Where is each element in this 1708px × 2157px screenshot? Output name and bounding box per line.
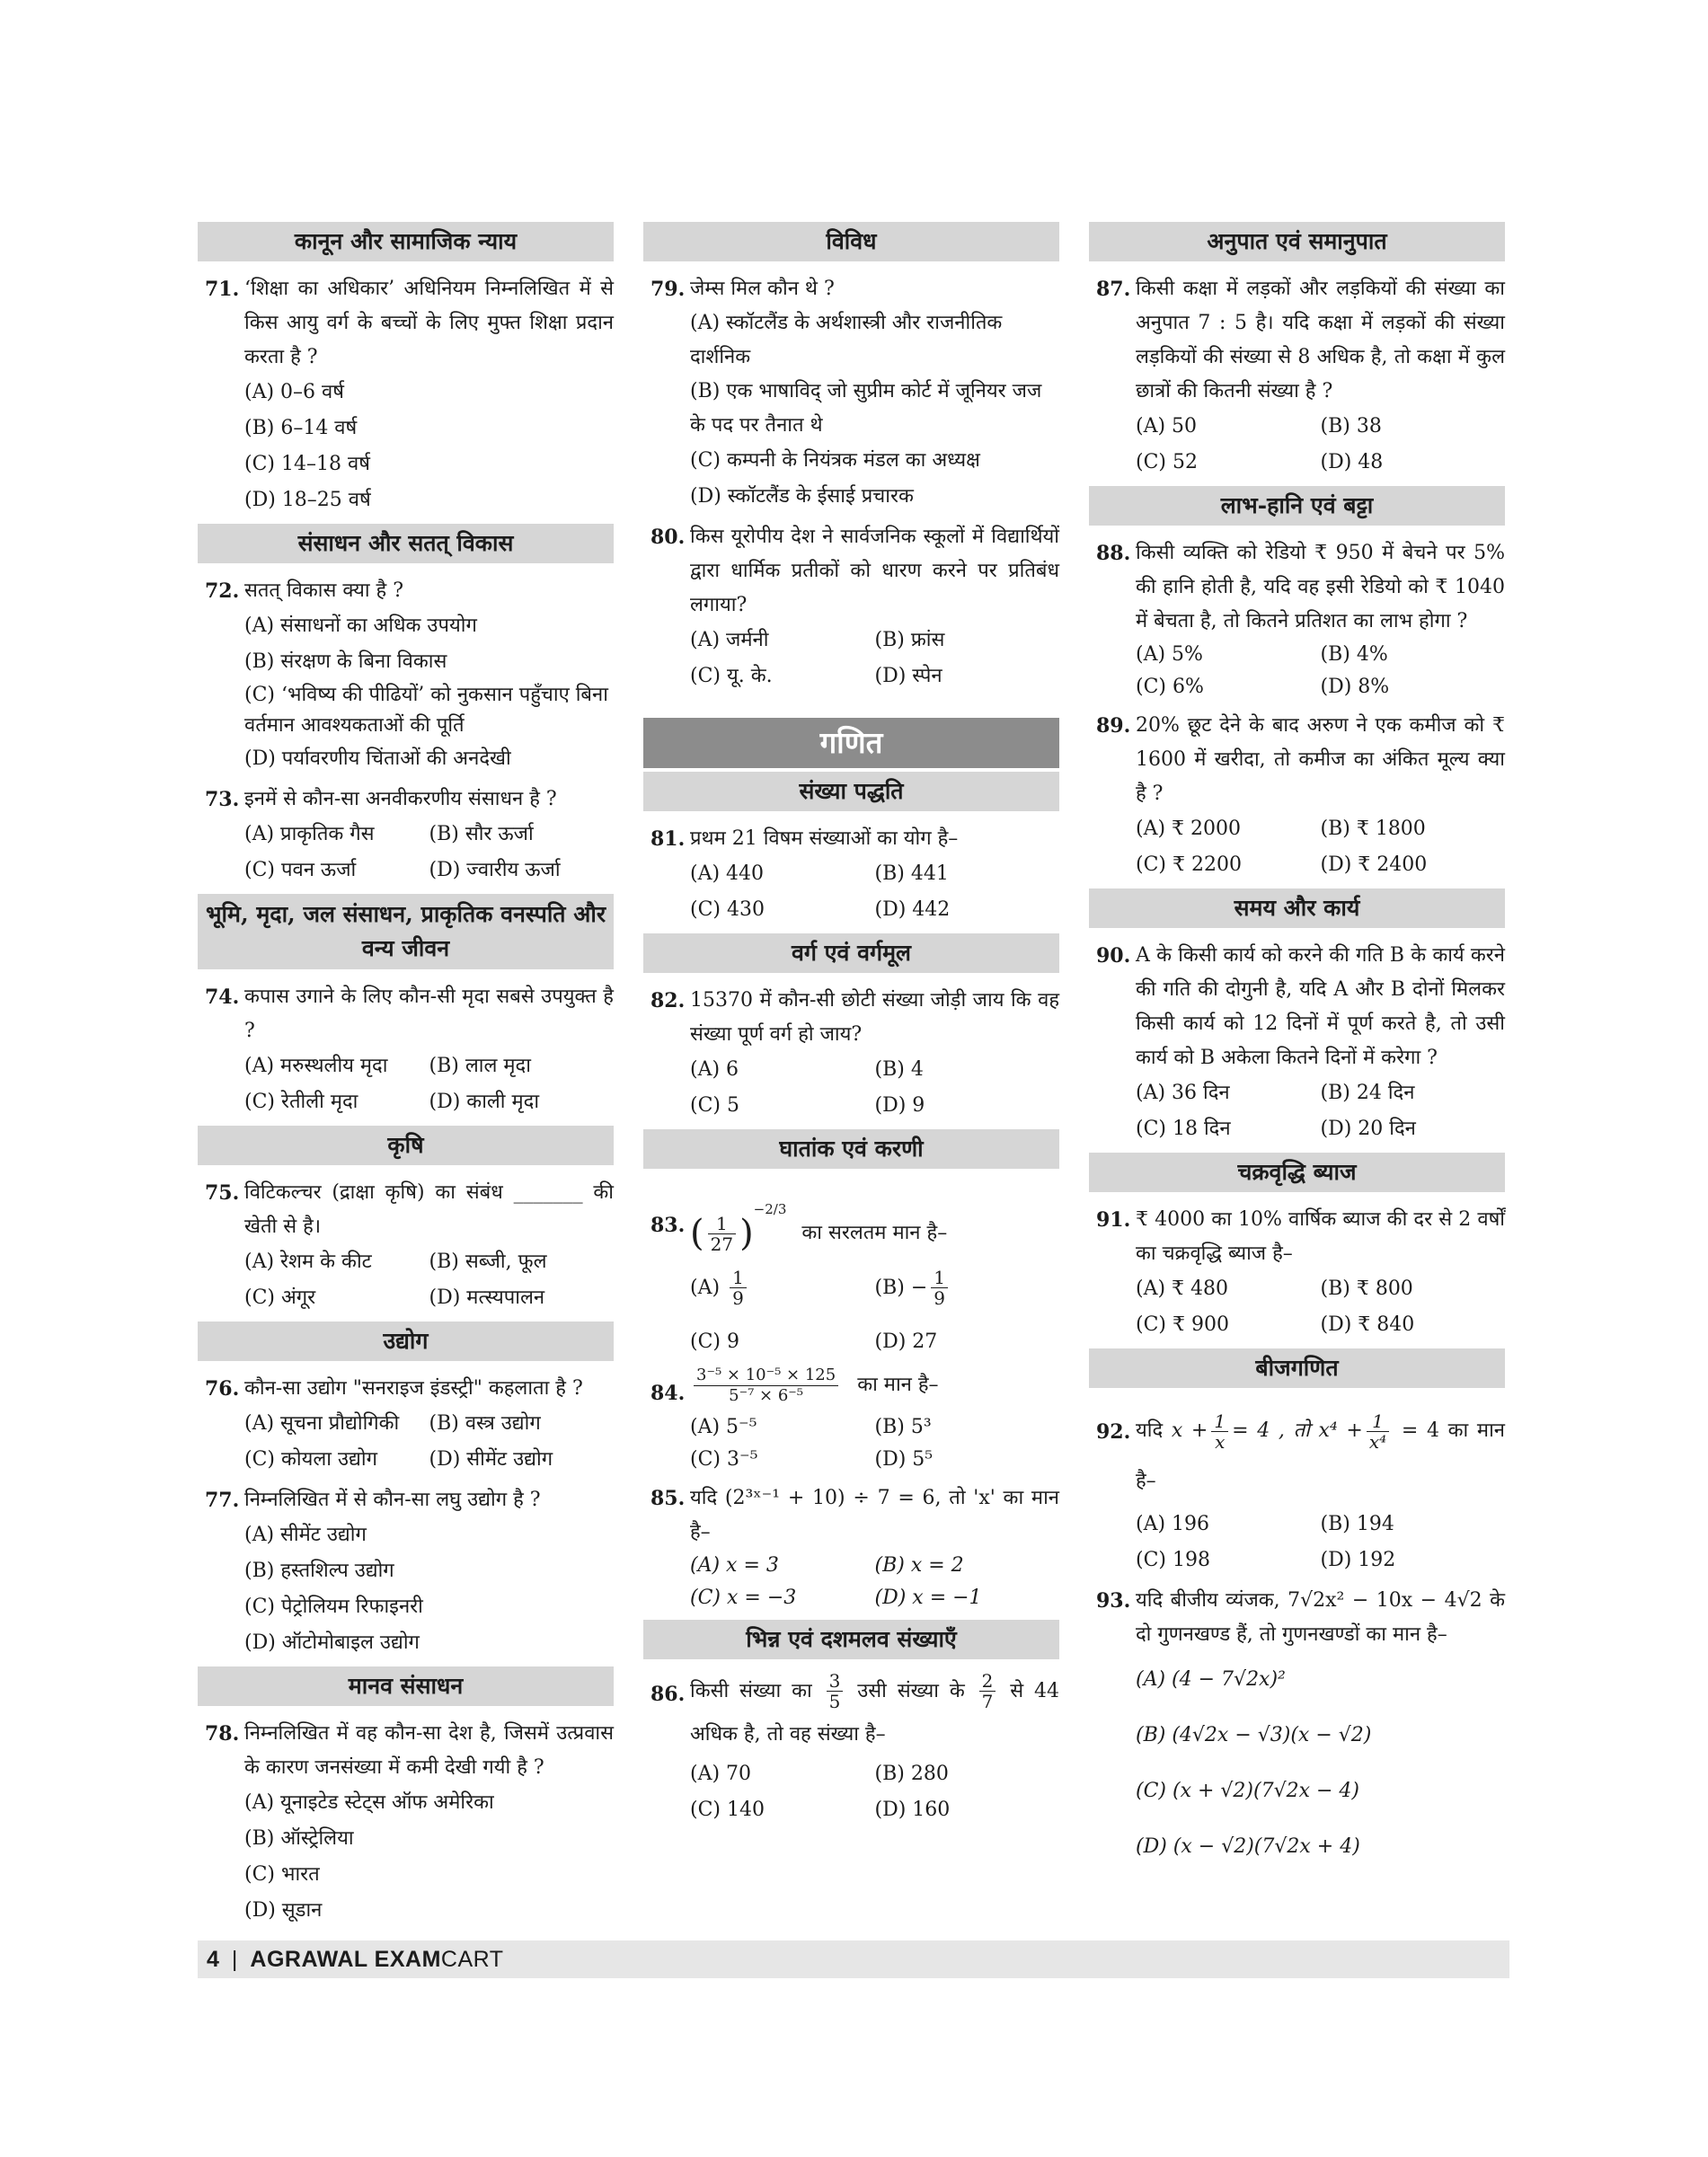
option-a: [690, 1261, 875, 1315]
question-number: 87.: [1096, 278, 1131, 301]
fraction: [1367, 1411, 1389, 1452]
option-d: (D) 442: [874, 898, 951, 921]
denominator: 5⁻⁷ × 6⁻⁵: [729, 1385, 804, 1405]
question-number: 81.: [650, 827, 686, 851]
question-text: जेम्स मिल कौन थे ?: [690, 278, 835, 300]
question-88: [1089, 536, 1505, 703]
question-number: 75.: [205, 1181, 240, 1205]
option-b: (B) (4√2x − √3)(x − √2): [1136, 1724, 1372, 1746]
option-a: (A) सीमेंट उद्योग: [244, 1524, 367, 1546]
section-header: लाभ-हानि एवं बट्टा: [1089, 486, 1505, 526]
option-d: (D) 8%: [1320, 676, 1390, 698]
option-c: (C) (x + √2)(7√2x − 4): [1136, 1780, 1360, 1802]
option-b: (B) सौर ऊर्जा: [429, 823, 534, 845]
option-a: (A) (4 − 7√2x)²: [1136, 1668, 1286, 1691]
question-79: [643, 272, 1059, 515]
question-number: 93.: [1096, 1589, 1131, 1613]
option-d: (D) सीमेंट उद्योग: [429, 1448, 553, 1471]
fraction: [708, 1214, 736, 1254]
option-a: (A) 0–6 वर्ष: [244, 381, 344, 403]
option-d: (D) 5⁵: [874, 1447, 934, 1471]
option-b: (B) 38: [1320, 415, 1382, 438]
question-number: 76.: [205, 1377, 240, 1401]
question-91: [1089, 1203, 1505, 1343]
question-text: ₹ 4000 का 10% वार्षिक ब्याज की दर से 2 वर्षों का चक्रवृद्धि ब्याज है–: [1136, 1208, 1505, 1265]
column-2: [643, 218, 1059, 1834]
option-b: (B) लाल मृदा: [429, 1055, 531, 1077]
question-text: A के किसी कार्य को करने की गति B के कार्य करने की गति की दोगुनी है, यदि A और B दोनों मिलकर किसी कार्य को 12 दिनों में पूर्ण करते है, तो उसी कार्य को B अकेला कितने दिनों में करेगा ?: [1136, 944, 1505, 1069]
numerator: 3⁻⁵ × 10⁻⁵ × 125: [694, 1366, 838, 1386]
option-c: (C) 9: [690, 1330, 739, 1353]
option-a: (A) 50: [1136, 415, 1198, 438]
question-83: [643, 1192, 1059, 1360]
option-a: (A) संसाधनों का अधिक उपयोग: [244, 614, 477, 637]
question-number: 88.: [1096, 542, 1131, 565]
question-text: ‘शिक्षा का अधिकार’ अधिनियम निम्नलिखित में से किस आयु वर्ग के बच्चों के लिए मुफ्त शिक्षा प्रदान करता है ?: [244, 278, 614, 368]
option-b: (B) सब्जी, फूल: [429, 1251, 547, 1273]
question-number: 83.: [650, 1214, 686, 1237]
option-a: (A) मरुस्थलीय मृदा: [244, 1055, 388, 1077]
exponent: −2/3: [753, 1201, 787, 1217]
option-b: (B) x = 2: [874, 1553, 964, 1577]
option-a: (A) ₹ 480: [1136, 1277, 1229, 1300]
question-number: 84.: [650, 1381, 686, 1405]
question-92: [1089, 1406, 1505, 1578]
option-label: (B) −: [874, 1276, 928, 1299]
numerator: 1: [708, 1214, 736, 1234]
option-b: (B) वस्त्र उद्योग: [429, 1412, 541, 1435]
question-number: 71.: [205, 278, 240, 301]
question-expression: [690, 1192, 1059, 1254]
question-number: 72.: [205, 579, 240, 603]
option-a: (A) 440: [690, 862, 765, 885]
option-a: (A) स्कॉटलैंड के अर्थशास्त्री और राजनीतिक दार्शनिक: [690, 312, 1003, 368]
question-number: 80.: [650, 526, 686, 549]
question-87: [1089, 272, 1505, 481]
numerator: 3: [827, 1671, 844, 1692]
section-header: वर्ग एवं वर्गमूल: [643, 933, 1059, 973]
math-expression: x +: [1171, 1419, 1208, 1442]
question-number: 92.: [1096, 1420, 1131, 1444]
section-header: उद्योग: [198, 1322, 614, 1361]
section-header: अनुपात एवं समानुपात: [1089, 222, 1505, 261]
question-text: 15370 में कौन-सी छोटी संख्या जोड़ी जाय कि वह संख्या पूर्ण वर्ग हो जाय?: [690, 989, 1059, 1046]
question-76: [198, 1372, 614, 1478]
numerator: 1: [931, 1268, 948, 1288]
section-header: मानव संसाधन: [198, 1666, 614, 1706]
option-a: (A) ₹ 2000: [1136, 818, 1242, 840]
option-a: (A) 5%: [1136, 643, 1203, 666]
denominator: 27: [710, 1233, 734, 1255]
question-text: का मान है–: [857, 1374, 939, 1396]
option-d: (D) ₹ 840: [1320, 1313, 1415, 1336]
option-b: (B) 441: [874, 862, 949, 885]
option-b: (B) हस्तशिल्प उद्योग: [244, 1560, 394, 1582]
section-header: कृषि: [198, 1126, 614, 1165]
option-d: (D) 192: [1320, 1549, 1396, 1571]
option-b: [875, 1261, 1060, 1315]
question-number: 91.: [1096, 1208, 1131, 1232]
option-d: (D) पर्यावरणीय चिंताओं की अनदेखी: [244, 747, 511, 770]
option-d: (D) 9: [874, 1094, 925, 1117]
brand-name-suffix: CART: [440, 1947, 504, 1972]
section-header: संख्या पद्धति: [643, 772, 1059, 811]
question-74: [198, 980, 614, 1120]
section-header: घातांक एवं करणी: [643, 1129, 1059, 1169]
option-a: (A) 196: [1136, 1513, 1210, 1535]
brand-name: AGRAWAL EXAM: [250, 1947, 441, 1972]
question-90: [1089, 939, 1505, 1147]
section-header: संसाधन और सतत् विकास: [198, 524, 614, 563]
fraction: [931, 1268, 948, 1308]
option-b: (B) 24 दिन: [1320, 1082, 1415, 1104]
question-text: सतत् विकास क्या है ?: [244, 579, 404, 602]
question-number: 82.: [650, 989, 686, 1012]
question-text-part: किसी संख्या का: [690, 1679, 812, 1702]
option-c: (C) 140: [690, 1798, 765, 1821]
question-text: निम्नलिखित में वह कौन-सा देश है, जिसमें उत्प्रवास के कारण जनसंख्या में कमी देखी गयी है ?: [244, 1722, 614, 1779]
option-a: (A) 5⁻⁵: [690, 1415, 757, 1438]
close-paren: ): [739, 1213, 754, 1254]
option-b: (B) फ्रांस: [874, 629, 945, 651]
option-b: (B) एक भाषाविद् जो सुप्रीम कोर्ट में जूनियर जज के पद पर तैनात थे: [690, 380, 1042, 437]
option-b: (B) ऑस्ट्रेलिया: [244, 1827, 354, 1850]
question-80: [643, 520, 1059, 694]
question-text-part: = 4 का मान है–: [1136, 1419, 1505, 1492]
option-a: (A) रेशम के कीट: [244, 1251, 372, 1273]
option-c: (C) x = −3: [690, 1586, 797, 1609]
option-c: (C) 52: [1136, 451, 1198, 473]
page-footer: [198, 1940, 1509, 1978]
option-c: (C) ‘भविष्य की पीढियों’ को नुकसान पहुँचाए बिना वर्तमान आवश्यकताओं की पूर्ति: [244, 684, 608, 737]
option-d: (D) ₹ 2400: [1320, 853, 1428, 876]
question-text: 20% छूट देने के बाद अरुण ने एक कमीज को ₹ 1600 में खरीदा, तो कमीज का अंकित मूल्य क्या है ?: [1136, 714, 1505, 805]
question-text: यदि बीजीय व्यंजक, 7√2x² − 10x − 4√2 के दो गुणनखण्ड हैं, तो गुणनखण्डों का मान है–: [1136, 1589, 1505, 1646]
option-d: (D) x = −1: [874, 1586, 982, 1609]
question-number: 79.: [650, 278, 686, 301]
option-c: (C) 18 दिन: [1136, 1118, 1231, 1140]
question-75: [198, 1176, 614, 1316]
fraction: [1211, 1411, 1228, 1452]
question-71: [198, 272, 614, 518]
open-paren: (: [690, 1213, 704, 1254]
question-text: [1136, 1406, 1505, 1507]
option-b: (B) 4%: [1320, 643, 1388, 666]
option-c: (C) 3⁻⁵: [690, 1447, 758, 1471]
option-label: (A): [690, 1276, 721, 1299]
question-number: 73.: [205, 788, 240, 811]
option-b: (B) ₹ 800: [1320, 1277, 1413, 1300]
option-d: (D) काली मृदा: [429, 1091, 540, 1113]
option-c: (C) भारत: [244, 1863, 320, 1886]
question-text: [690, 1670, 1059, 1756]
fraction: [979, 1671, 996, 1711]
option-d: (D) 18–25 वर्ष: [244, 489, 371, 511]
section-header: भिन्न एवं दशमलव संख्याएँ: [643, 1620, 1059, 1659]
numerator: 1: [730, 1268, 747, 1288]
section-header: कानून और सामाजिक न्याय: [198, 222, 614, 261]
question-text: यदि (2³ˣ⁻¹ + 10) ÷ 7 = 6, तो 'x' का मान है–: [690, 1486, 1059, 1543]
question-number: 90.: [1096, 944, 1131, 968]
question-89: [1089, 709, 1505, 883]
question-text: कौन-सा उद्योग "सनराइज इंडस्ट्री" कहलाता है ?: [244, 1377, 583, 1400]
section-header: भूमि, मृदा, जल संसाधन, प्राकृतिक वनस्पति और वन्य जीवन: [198, 894, 614, 969]
section-header: चक्रवृद्धि ब्याज: [1089, 1153, 1505, 1192]
option-d: (D) 160: [874, 1798, 951, 1821]
option-a: (A) जर्मनी: [690, 629, 769, 651]
option-d: (D) सूडान: [244, 1899, 323, 1922]
option-d: (D) मत्स्यपालन: [429, 1286, 545, 1309]
option-a: (A) प्राकृतिक गैस: [244, 823, 375, 845]
question-text: विटिकल्चर (द्राक्षा कृषि) का संबंध _______ की खेती से है।: [244, 1181, 614, 1238]
question-85: [643, 1481, 1059, 1614]
option-c: (C) 14–18 वर्ष: [244, 453, 370, 475]
option-a: (A) x = 3: [690, 1553, 779, 1577]
option-c: (C) पेट्रोलियम रिफाइनरी: [244, 1596, 423, 1618]
option-d: (D) ज्वारीय ऊर्जा: [429, 859, 561, 881]
question-82: [643, 984, 1059, 1124]
question-number: 89.: [1096, 714, 1131, 738]
footer-separator: |: [231, 1947, 238, 1972]
question-text: निम्नलिखित में से कौन-सा लघु उद्योग है ?: [244, 1489, 541, 1511]
question-text: किसी व्यक्ति को रेडियो ₹ 950 में बेचने पर 5% की हानि होती है, यदि वह इसी रेडियो को ₹ 1040 में बेचता है, तो कितने प्रतिशत का लाभ होगा ?: [1136, 542, 1505, 632]
option-c: (C) कोयला उद्योग: [244, 1448, 377, 1471]
option-c: (C) 198: [1136, 1549, 1210, 1571]
option-c: (C) ₹ 2200: [1136, 853, 1242, 876]
question-text-part: यदि: [1136, 1419, 1164, 1442]
option-c: (C) कम्पनी के नियंत्रक मंडल का अध्यक्ष: [690, 449, 980, 472]
option-d: (D) स्कॉटलैंड के ईसाई प्रचारक: [690, 485, 914, 508]
subject-banner: गणित: [643, 718, 1059, 768]
question-text-part: उसी संख्या के: [857, 1679, 965, 1702]
option-a: (A) 36 दिन: [1136, 1082, 1230, 1104]
question-text: का सरलतम मान है–: [801, 1222, 948, 1244]
option-c: (C) पवन ऊर्जा: [244, 859, 357, 881]
numerator: 2: [979, 1671, 996, 1692]
option-a: (A) सूचना प्रौद्योगिकी: [244, 1412, 400, 1435]
question-number: 74.: [205, 986, 240, 1009]
question-text: किसी कक्षा में लड़कों और लड़कियों की संख्या का अनुपात 7 : 5 है। यदि कक्षा में लड़कों की संख्या लड़कियों की संख्या से 8 अधिक है, तो कक्षा में कुल छात्रों की कितनी संख्या है ?: [1136, 278, 1505, 402]
question-number: 78.: [205, 1722, 240, 1746]
question-72: [198, 574, 614, 777]
option-a: (A) 6: [690, 1058, 739, 1081]
question-text: इनमें से कौन-सा अनवीकरणीय संसाधन है ?: [244, 788, 557, 810]
section-header: समय और कार्य: [1089, 888, 1505, 928]
denominator: x: [1215, 1430, 1226, 1453]
math-expression: = 4 , तो x⁴ +: [1232, 1419, 1363, 1442]
option-d: (D) स्पेन: [874, 665, 942, 687]
question-number: 77.: [205, 1489, 240, 1512]
question-73: [198, 782, 614, 888]
page-number: 4: [207, 1947, 219, 1972]
question-81: [643, 822, 1059, 928]
option-b: (B) 6–14 वर्ष: [244, 417, 358, 439]
option-c: (C) 6%: [1136, 676, 1204, 698]
fraction: [827, 1671, 844, 1711]
option-b: (B) 194: [1320, 1513, 1394, 1535]
question-93: [1089, 1584, 1505, 1875]
question-text: किस यूरोपीय देश ने सार्वजनिक स्कूलों में विद्यार्थियों द्वारा धार्मिक प्रतीकों को धारण करने पर प्रतिबंध लगाया?: [690, 526, 1059, 616]
option-d: (D) 20 दिन: [1320, 1118, 1416, 1140]
question-84: [643, 1366, 1059, 1476]
option-a: (A) 70: [690, 1762, 752, 1785]
option-c: (C) ₹ 900: [1136, 1313, 1229, 1336]
option-d: (D) ऑटोमोबाइल उद्योग: [244, 1631, 420, 1654]
fraction: [730, 1268, 747, 1308]
option-a: (A) यूनाइटेड स्टेट्स ऑफ अमेरिका: [244, 1791, 494, 1814]
fraction: [694, 1366, 838, 1406]
option-b: (B) 5³: [874, 1415, 932, 1438]
denominator: x⁴: [1368, 1430, 1387, 1453]
option-c: (C) यू. के.: [690, 665, 773, 687]
option-b: (B) 280: [874, 1762, 949, 1785]
numerator: 1: [1211, 1411, 1228, 1432]
section-header: विविध: [643, 222, 1059, 261]
question-number: 85.: [650, 1486, 686, 1510]
option-b: (B) संरक्षण के बिना विकास: [244, 650, 447, 673]
question-number: 86.: [650, 1682, 686, 1706]
question-77: [198, 1483, 614, 1661]
denominator: 5: [828, 1691, 841, 1712]
question-text: कपास उगाने के लिए कौन-सी मृदा सबसे उपयुक्त है ?: [244, 986, 614, 1042]
option-c: (C) 5: [690, 1094, 739, 1117]
denominator: 9: [732, 1287, 744, 1309]
section-header: बीजगणित: [1089, 1348, 1505, 1388]
question-78: [198, 1717, 614, 1929]
column-1: [198, 218, 614, 1934]
question-text-part: से 44 अधिक है, तो वह संख्या है–: [690, 1679, 1060, 1746]
question-expression: [690, 1366, 1059, 1406]
option-d: (D) 27: [874, 1330, 938, 1353]
option-c: (C) अंगूर: [244, 1286, 316, 1309]
numerator: 1: [1367, 1411, 1389, 1432]
option-b: (B) 4: [874, 1058, 924, 1081]
option-d: (D) 48: [1320, 451, 1384, 473]
denominator: 9: [934, 1287, 945, 1309]
option-d: (D) (x − √2)(7√2x + 4): [1136, 1835, 1360, 1858]
question-text: प्रथम 21 विषम संख्याओं का योग है–: [690, 827, 959, 850]
column-3: [1089, 218, 1505, 1880]
option-b: (B) ₹ 1800: [1320, 818, 1426, 840]
question-86: [643, 1670, 1059, 1828]
option-c: (C) रेतीली मृदा: [244, 1091, 358, 1113]
option-c: (C) 430: [690, 898, 765, 921]
denominator: 7: [981, 1691, 994, 1712]
